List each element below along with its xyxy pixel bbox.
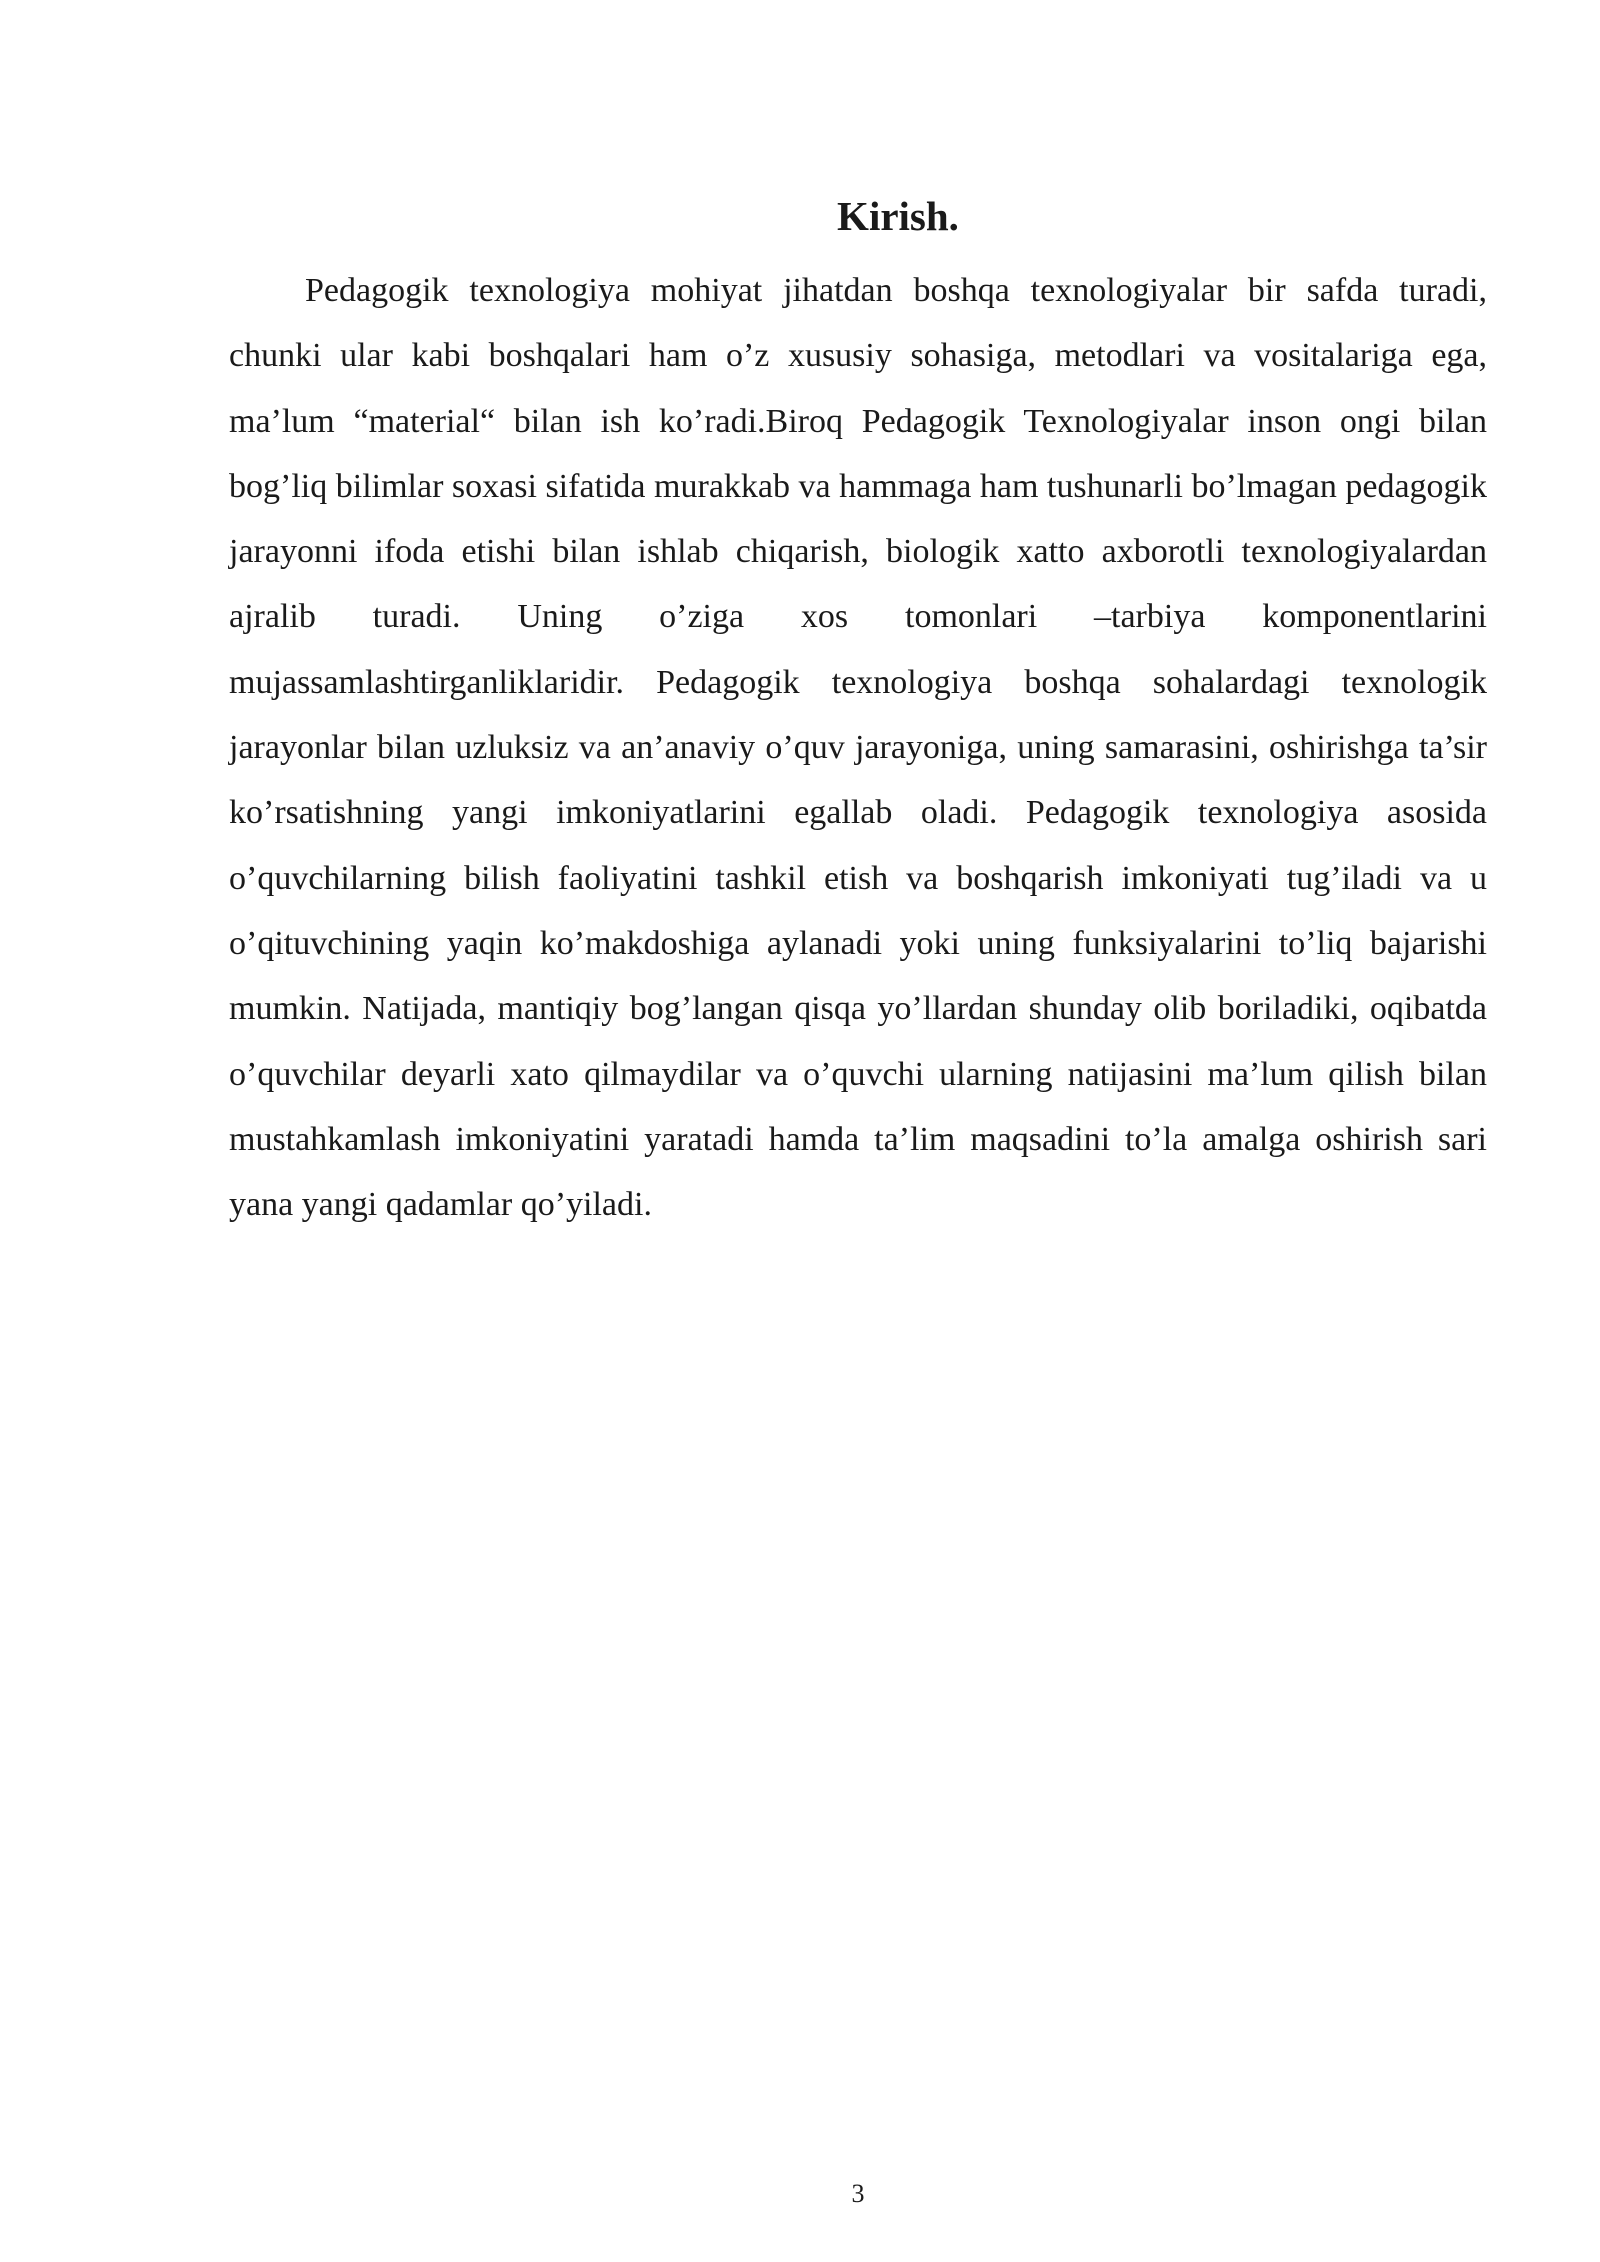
page-number: 3 xyxy=(851,2179,865,2208)
body-paragraph: Pedagogik texnologiya mohiyat jihatdan boshqa texnologiyalar bir safda turadi, chunki ular kabi boshqalari ham o’z xususiy sohasiga, metodlari va vositalariga ega, ma’lum “material“ bilan ish ko’radi.Biroq Pedagogik Texnologiyalar inson ongi bilan bog’liq bilimlar soxasi sifatida murakkab va hammaga ham tushunarli bo’lmagan pedagogik jarayonni ifoda etishi bilan ishlab chiqarish, biologik xatto axborotli texnologiyalardan ajralib turadi. Uning o’ziga xos tomonlari –tarbiya komponentlarini mujassamlashtirganliklaridir. Pedagogik texnologiya boshqa sohalardagi texnologik jarayonlar bilan uzluksiz va an’anaviy o’quv jarayoniga, uning samarasini, oshirishga ta’sir ko’rsatishning yangi imkoniyatlarini egallab oladi. Pedagogik texnologiya asosida o’quvchilarning bilish faoliyatini tashkil etish va boshqarish imkoniyati tug’iladi va u o’qituvchining yaqin ko’makdoshiga aylanadi yoki uning funksiyalarini to’liq bajarishi mumkin. Natijada, mantiqiy bog’langan qisqa yo’llardan shunday olib boriladiki, oqibatda o’quvchilar deyarli xato qilmaydilar va o’quvchi ularning natijasini ma’lum qilish bilan mustahkamlash imkoniyatini yaratadi hamda ta’lim maqsadini to’la amalga oshirish sari yana yangi qadamlar qo’yiladi. xyxy=(229,272,1487,1224)
page-title: Kirish. xyxy=(837,193,959,239)
